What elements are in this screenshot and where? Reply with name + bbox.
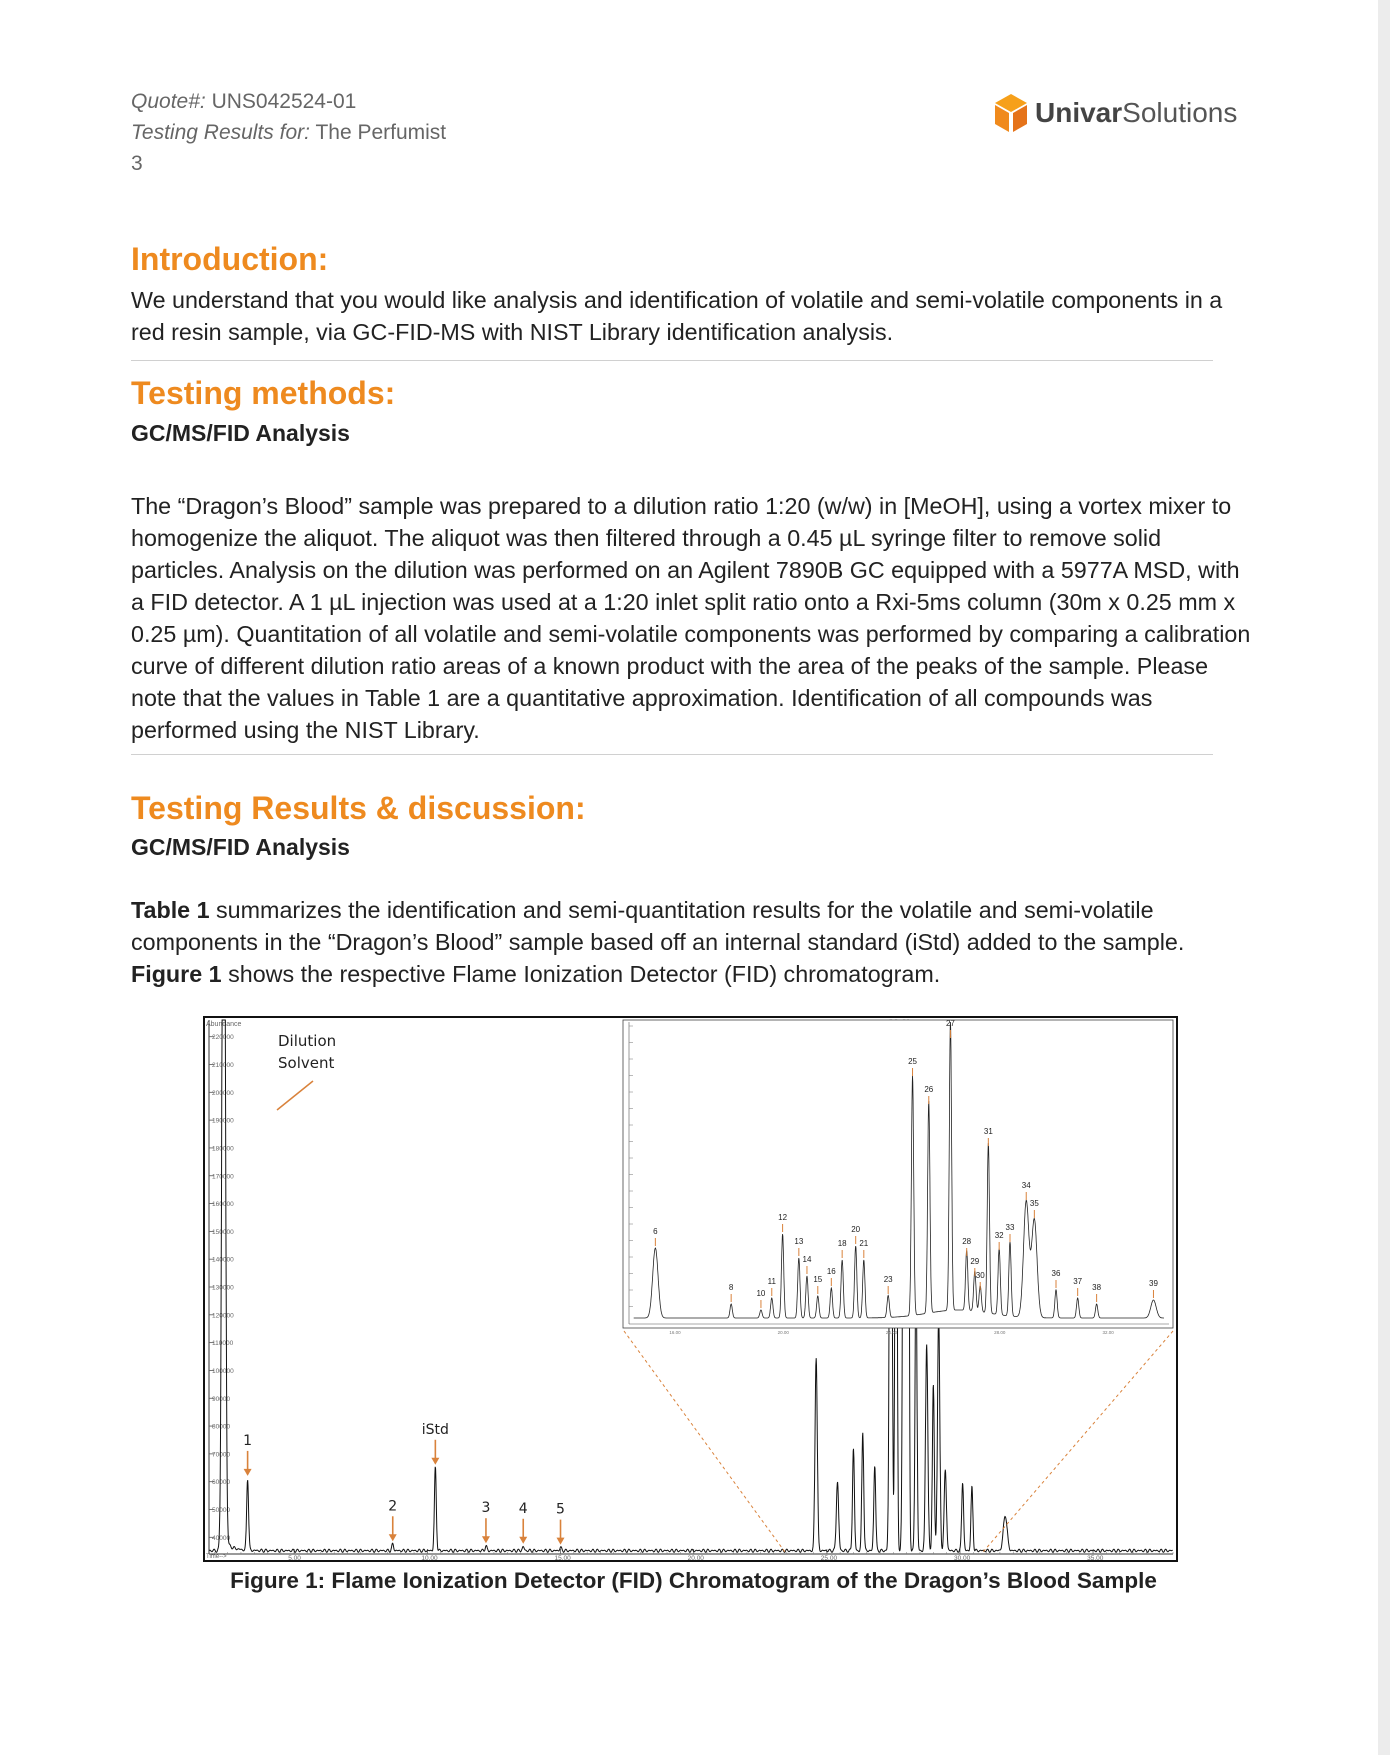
inset-peak-label: 39 (1149, 1279, 1158, 1288)
inset-peak-label: 6 (653, 1227, 658, 1236)
y-tick-label: 80000 (212, 1423, 231, 1431)
peak-label-1: 1 (243, 1432, 253, 1449)
y-tick-label: 100000 (212, 1367, 234, 1375)
quote-line (131, 86, 446, 117)
inset-peak-label: 28 (962, 1237, 972, 1246)
table-ref: Table 1 (131, 897, 210, 923)
y-tick-label: 180000 (212, 1145, 234, 1153)
peak-label-4: 4 (518, 1500, 528, 1517)
inset-peak-label: 10 (756, 1289, 766, 1298)
inset-x-tick-label: 16.00 (669, 1330, 681, 1335)
y-tick-label: 120000 (212, 1312, 234, 1320)
inset-peak-label: 34 (1021, 1181, 1031, 1190)
inset-peak-label: 35 (1029, 1199, 1039, 1208)
results-text-2: shows the respective Flame Ionization Detector (FID) chromatogram. (221, 961, 941, 987)
inset-peak-label: 38 (1092, 1283, 1102, 1292)
client-line (131, 117, 446, 148)
section-divider (131, 754, 1213, 755)
inset-peak-label: 37 (1073, 1277, 1083, 1286)
inset-peak-label: 32 (994, 1231, 1004, 1240)
peak-label-istd: iStd (421, 1421, 449, 1438)
y-tick-label: 200000 (212, 1089, 234, 1097)
y-tick-label: 70000 (212, 1451, 231, 1459)
figure-ref: Figure 1 (131, 961, 222, 987)
inset-peak-label: 20 (851, 1225, 861, 1234)
zoom-guide (624, 1331, 785, 1552)
inset-peak-label: 30 (975, 1271, 985, 1280)
peak-arrowhead (519, 1537, 527, 1544)
peak-label-2: 2 (388, 1498, 398, 1515)
peak-arrowhead (389, 1534, 397, 1541)
section-divider (131, 360, 1213, 361)
y-tick-label: 190000 (212, 1117, 234, 1125)
client-value: The Perfumist (309, 121, 447, 144)
y-tick-label: 140000 (212, 1256, 234, 1264)
y-tick-label: 60000 (212, 1479, 231, 1487)
y-tick-label: 90000 (212, 1395, 231, 1403)
inset-panel (623, 1020, 1173, 1328)
inset-peak-label: 27 (945, 1019, 955, 1028)
x-tick-label: 15.00 (554, 1555, 571, 1560)
y-tick-label: 170000 (212, 1173, 234, 1181)
x-tick-label: 5.00 (288, 1555, 301, 1560)
y-tick-label: 40000 (212, 1534, 231, 1542)
inset-peak-label: 33 (1005, 1223, 1015, 1232)
peak-label-5: 5 (556, 1501, 565, 1518)
results-paragraph (131, 894, 1256, 990)
inset-x-tick-label: 24.00 (885, 1330, 898, 1335)
results-text-1: summarizes the identification and semi-quantitation results for the volatile and semi-volatile components in the “Dragon’s Blood” sample based off an internal standard (iStd) added to the sample. (131, 897, 1185, 955)
quote-value: UNS042524-01 (205, 90, 357, 113)
methods-subheading: GC/MS/FID Analysis (131, 420, 350, 446)
inset-x-tick-label: 20.00 (777, 1330, 789, 1335)
y-tick-label: 130000 (212, 1284, 234, 1292)
inset-peak-label: 11 (767, 1277, 776, 1286)
methods-heading: Testing methods: (131, 375, 396, 411)
inset-peak-label: 26 (924, 1085, 934, 1094)
y-tick-label: 150000 (212, 1228, 234, 1236)
peak-arrowhead (557, 1538, 565, 1545)
y-tick-label: 110000 (212, 1340, 234, 1348)
inset-peak-label: 8 (728, 1283, 734, 1292)
inset-peak-label: 12 (778, 1213, 788, 1222)
logo-brand-bold: Univar (1035, 97, 1123, 128)
results-subheading: GC/MS/FID Analysis (131, 834, 350, 860)
chromatogram-chart (205, 1018, 1176, 1560)
introduction-heading: Introduction: (131, 241, 329, 277)
inset-peak-label: 15 (813, 1275, 823, 1284)
solvent-label: Dilution (278, 1032, 337, 1050)
client-label: Testing Results for: (131, 121, 310, 144)
inset-peak-label: 21 (859, 1239, 869, 1248)
peak-label-3: 3 (481, 1500, 491, 1517)
quote-label: Quote#: (131, 90, 206, 113)
inset-peak-label: 16 (826, 1267, 836, 1276)
inset-peak-label: 18 (837, 1239, 847, 1248)
x-tick-label: 10.00 (421, 1555, 438, 1560)
inset-peak-label: 25 (908, 1057, 917, 1066)
inset-x-tick-label: 32.00 (1102, 1330, 1114, 1335)
introduction-text: We understand that you would like analysis and identification of volatile and semi-volatile components in a red resin sample, via GC-FID-MS with NIST Library identification analysis. (131, 287, 1223, 345)
inset-x-tick-label: 28.00 (994, 1330, 1006, 1335)
y-tick-label: 50000 (212, 1507, 231, 1514)
inset-peak-label: 31 (983, 1127, 993, 1136)
inset-peak-label: 29 (970, 1257, 980, 1266)
peak-arrowhead (431, 1458, 439, 1465)
page-edge (1378, 0, 1390, 1755)
solvent-arrow (277, 1081, 313, 1110)
y-tick-label: 220000 (212, 1034, 234, 1042)
y-axis-title: Abundance (206, 1021, 242, 1028)
peak-arrowhead (482, 1536, 490, 1543)
inset-peak-label: 14 (802, 1255, 812, 1264)
peak-arrowhead (244, 1469, 252, 1476)
results-heading: Testing Results & discussion: (131, 790, 586, 826)
inset-peak-label: 13 (794, 1237, 804, 1246)
figure-caption: Figure 1: Flame Ionization Detector (FID) Chromatogram of the Dragon’s Blood Sample (230, 1568, 1157, 1593)
y-tick-label: 160000 (212, 1201, 234, 1209)
inset-peak-label: 36 (1051, 1269, 1061, 1278)
logo-brand-light: Solutions (1122, 97, 1238, 128)
univar-logo (993, 92, 1237, 134)
chromatogram-figure (203, 1016, 1178, 1562)
page-number: 3 (131, 152, 143, 175)
y-tick-label: 210000 (212, 1062, 234, 1069)
solvent-label: Solvent (278, 1054, 335, 1072)
inset-peak-label: 23 (883, 1275, 893, 1284)
methods-text: The “Dragon’s Blood” sample was prepared to a dilution ratio 1:20 (w/w) in [MeOH], using a vortex mixer to homogenize the aliquot. The aliquot was then filtered through a 0.45 µL syringe filter to remove solid particles. Analysis on the dilution was performed on an Agilent 7890B GC equipped with a 5977A MSD, with a FID detector. A 1 µL injection was used at a 1:20 inlet split ratio onto a Rxi-5ms column (30m x 0.25 mm x 0.25 µm). Quantitation of all volatile and semi-volatile components was performed by comparing a calibration curve of different dilution ratio areas of a known product with the area of the peaks of the sample. Please note that the values in Table 1 are a quantitative approximation. Identification of all compounds was performed using the NIST Library. (131, 493, 1251, 743)
univar-cube-icon (993, 92, 1029, 134)
zoom-guide (983, 1331, 1173, 1552)
x-tick-label: 35.00 (1087, 1555, 1104, 1560)
document-header (131, 86, 446, 179)
x-tick-label: 20.00 (687, 1555, 704, 1560)
x-tick-label: 30.00 (953, 1555, 971, 1560)
x-tick-label: 25.00 (820, 1555, 838, 1560)
x-axis-title: Time--> (206, 1554, 227, 1560)
